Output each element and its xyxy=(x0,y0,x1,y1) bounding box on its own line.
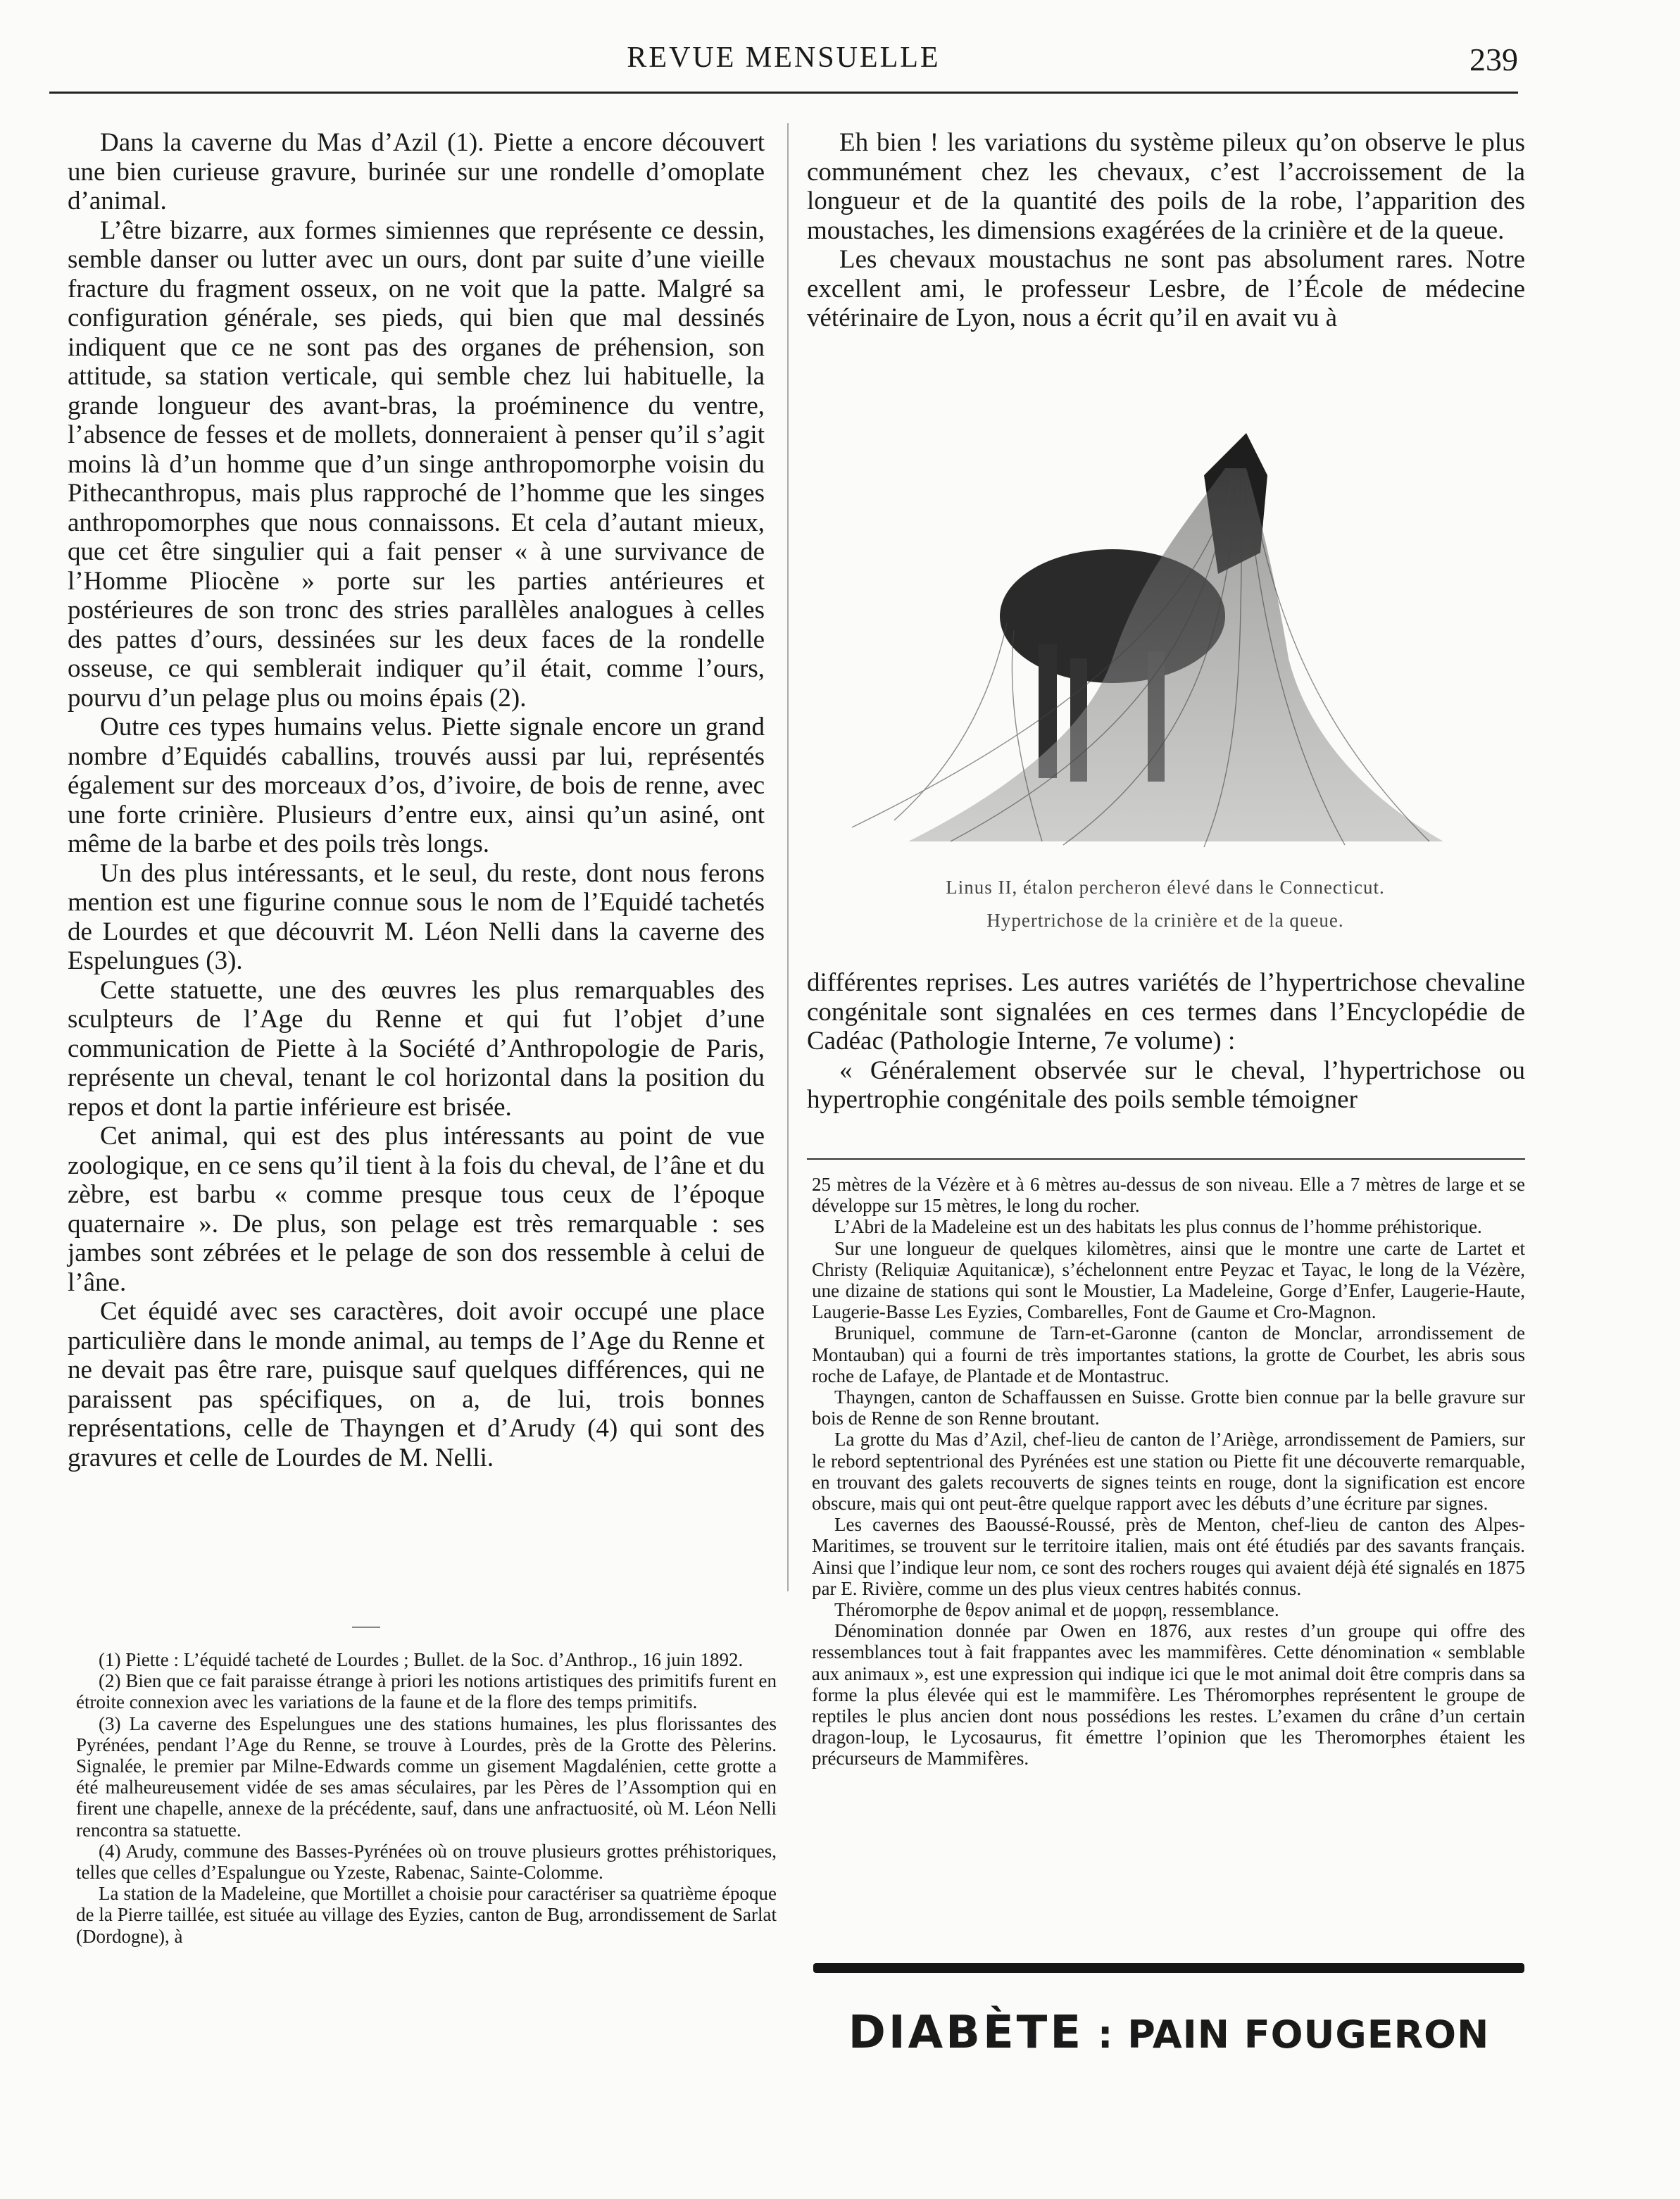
paragraph: Outre ces types humains velus. Piette signale encore un grand nombre d’Equidés caballins, trouvés aussi par lui, représentés également sur des morceaux d’os, d’ivoire, de bois de renne, avec une forte crinière. Plusieurs d’entre eux, ainsi qu’un asiné, ont même de la barbe et des poils très longs. xyxy=(68,713,765,858)
footnote: Dénomination donnée par Owen en 1876, aux restes d’un groupe qui offre des ressemblances tout à fait frappantes avec les mammifères. Cette dénomination « semblable aux animaux », est une expression qui indique ici que le mot animal doit être compris dans sa forme la plus élevée qui est le mammifère. Les Théromorphes représentent le groupe de reptiles le plus ancien dont nous possédions les restes. L’examen du crâne d’un certain dragon-loup, le Lycosaurus, fit émettre l’opinion que les Theromorphes étaient les précurseurs de Mammifères. xyxy=(812,1620,1525,1769)
footnote: (4) Arudy, commune des Basses-Pyrénées où on trouve plusieurs grottes préhistoriques, telles que celles d’Espalungue ou Yzeste, Rabenac, Sainte-Colomme. xyxy=(76,1840,777,1884)
paragraph: Cet animal, qui est des plus intéressants au point de vue zoologique, en ce sens qu’il tient à la fois du cheval, de l’âne et du zèbre, est barbu « comme presque tous ceux de l’époque quaternaire ». De plus, son pelage est très remarquable : ses jambes sont zébrées et le pelage de son dos ressemble à celui de l’âne. xyxy=(68,1122,765,1297)
footnote: Bruniquel, commune de Tarn-et-Garonne (canton de Monclar, arrondissement de Montauban) qui a fourni de très importantes stations, la grotte de Courbet, les abris sous roche de Lafaye, de Plantade et de Montastruc. xyxy=(812,1322,1525,1386)
footnote: Thayngen, canton de Schaffaussen en Suisse. Grotte bien connue par la belle gravure sur bois de Renne de son Renne broutant. xyxy=(812,1386,1525,1429)
advert-brand: DIABÈTE xyxy=(848,2007,1084,2059)
footnote: La station de la Madeleine, que Mortillet a choisie pour caractériser sa quatrième époque de la Pierre taillée, est située au village des Eyzies, canton de Bug, arrondissement de Sarlat (Dordogne), à xyxy=(76,1883,777,1947)
horse-illustration xyxy=(810,391,1521,856)
footnote: Théromorphe de θερον animal et de μορφη, ressemblance. xyxy=(834,1599,1279,1621)
paragraph: Eh bien ! les variations du système pileux qu’on observe le plus communément chez les chevaux, c’est l’accroissement de la longueur et de la quantité des poils de la robe, l’apparition des moustaches, les dimensions exagérées de la crinière et de la queue. xyxy=(807,128,1525,245)
footnote: Sur une longueur de quelques kilomètres, ainsi que le montre une carte de Lartet et Christy (Reliquiæ Aquitanicæ), s’échelonnent entre Peyzac et Tayac, le long de la Vézère, une dizaine de stations qui sont le Moustier, La Madeleine, Gorge d’Enfer, Laugerie-Haute, Laugerie-Basse Les Eyzies, Combarelles, Font de Gaume et Cro-Magnon. xyxy=(812,1237,1525,1323)
left-column-text xyxy=(68,128,765,1472)
paragraph: Cet équidé avec ses caractères, doit avoir occupé une place particulière dans le monde animal, au temps de l’Age du Renne et ne devait pas être rare, puisque sauf quelques différences, qui ne paraissent pas spécifiques, on a, de lui, trois bonnes représentations, celle de Thayngen et d’Arudy (4) qui sont des gravures et celle de Lourdes de M. Nelli. xyxy=(68,1297,765,1472)
paragraph: « Généralement observée sur le cheval, l’hypertrichose ou hypertrophie congénitale des poils semble témoigner xyxy=(807,1055,1525,1114)
advert-product: : PAIN FOUGERON xyxy=(1084,2012,1490,2057)
footnote: Les cavernes des Baoussé-Roussé, près de Menton, chef-lieu de canton des Alpes-Maritimes, se trouvent sur le territoire italien, mais ont été étudiés par des savants français. Ainsi que l’indique leur nom, ce sont des rochers rouges qui avaient déjà été signalés en 1875 par E. Rivière, comme un des plus vieux centres habités connus. xyxy=(812,1514,1525,1599)
right-column-text-top xyxy=(807,128,1525,333)
footnote: (1) Piette : L’équidé tacheté de Lourdes ; Bullet. de la Soc. d’Anthrop., 16 juin 1892. xyxy=(99,1649,744,1670)
column-divider xyxy=(787,123,789,1591)
advertisement xyxy=(813,2007,1524,2059)
figure-caption-subtitle: Hypertrichose de la crinière et de la queue. xyxy=(986,910,1344,931)
figure-caption: Linus II, étalon percheron élevé dans le Connecticut. xyxy=(946,877,1385,898)
footnote: (3) La caverne des Espelungues une des stations humaines, les plus florissantes des Pyrénées, pendant l’Age du Renne, se trouve à Lourdes, près de la Grotte des Pèlerins. Signalée, le premier par Milne-Edwards comme un gisement Magdalénien, cette grotte a été malheureusement vidée de ses amas séculaires, par les Pères de l’Assomption qui en firent une chapelle, annexe de la précédente, sauf, dans une anfractuosité, où M. Léon Nelli rencontra sa statuette. xyxy=(76,1712,777,1841)
running-title: REVUE MENSUELLE xyxy=(627,42,941,74)
advert-rule xyxy=(813,1963,1524,1973)
paragraph: Les chevaux moustachus ne sont pas absolument rares. Notre excellent ami, le professeur Lesbre, de l’École de médecine vétérinaire de Lyon, nous a écrit qu’il en avait vu à xyxy=(807,245,1525,332)
right-footnotes xyxy=(812,1174,1525,1769)
header-rule xyxy=(49,92,1518,94)
page-number: 239 xyxy=(1469,42,1518,77)
left-footnotes xyxy=(76,1649,777,1947)
paragraph: Cette statuette, une des œuvres les plus remarquables des sculpteurs de l’Age du Renne et qui fut l’objet d’une communication de Piette à la Société d’Anthropologie de Paris, représente un cheval, tenant le col horizontal dans la position du repos et dont la partie inférieure est brisée. xyxy=(68,975,765,1122)
paragraph: Dans la caverne du Mas d’Azil (1). Piette a encore découvert une bien curieuse gravure, burinée sur une rondelle d’omoplate d’animal. xyxy=(68,128,765,215)
right-column-text-bottom xyxy=(807,968,1525,1115)
paragraph: différentes reprises. Les autres variétés de l’hypertrichose chevaline congénitale sont signalées en ces termes dans l’Encyclopédie de Cadéac (Pathologie Interne, 7e volume) : xyxy=(807,968,1525,1055)
footnote-separator xyxy=(352,1627,380,1628)
footnote-separator xyxy=(807,1158,1525,1160)
footnote: La grotte du Mas d’Azil, chef-lieu de canton de l’Ariège, arrondissement de Pamiers, sur le rebord septentrional des Pyrénées est une station ou Piette fit une découverte remarquable, en trouvant des galets recouverts de signes teints en rouge, dont la signification est encore obscure, mais qui ont peut-être quelque rapport avec les débuts d’une écriture par signes. xyxy=(812,1429,1525,1515)
horse-drawing xyxy=(810,391,1521,856)
paragraph: L’être bizarre, aux formes simiennes que représente ce dessin, semble danser ou lutter avec un ours, dont par suite d’une vieille fracture du fragment osseux, on ne voit que la patte. Malgré sa configuration générale, ses pieds, qui bien que mal dessinés indiquent que ce ne sont pas des organes de préhension, son attitude, sa station verticale, qui semble chez lui habituelle, la grande longueur des avant-bras, la proéminence du ventre, l’absence de fesses et de mollets, donneraient à penser qu’il s’agit moins là d’un homme que d’un singe anthropomorphe voisin du Pithecanthropus, mais plus rapproché de l’homme que les singes anthropomorphes que nous connaissons. Et cela d’autant mieux, que cet être singulier qui a fait penser « à une survivance de l’Homme Pliocène » porte sur les parties antérieures et postérieures de son tronc des stries parallèles analogues à celles des pattes d’ours, dessinées sur les deux faces de la rondelle osseuse, ce qui semblerait indiquer qu’il était, comme l’ours, pourvu d’un pelage plus ou moins épais (2). xyxy=(68,215,765,713)
footnote: 25 mètres de la Vézère et à 6 mètres au-dessus de son niveau. Elle a 7 mètres de large et se développe sur 15 mètres, le long du rocher. xyxy=(812,1174,1525,1217)
horse-mane xyxy=(908,468,1443,841)
page-header xyxy=(49,41,1518,90)
paragraph: Un des plus intéressants, et le seul, du reste, dont nous ferons mention est une figurine connue sous le nom de l’Equidé tachetés de Lourdes et que découvrit M. Léon Nelli dans la caverne des Espelungues (3). xyxy=(68,858,765,975)
footnote: L’Abri de la Madeleine est un des habitats les plus connus de l’homme préhistorique. xyxy=(834,1216,1482,1238)
footnote: (2) Bien que ce fait paraisse étrange à priori les notions artistiques des primitifs furent en étroite connexion avec les variations de la faune et de la flore des temps primitifs. xyxy=(76,1670,777,1713)
